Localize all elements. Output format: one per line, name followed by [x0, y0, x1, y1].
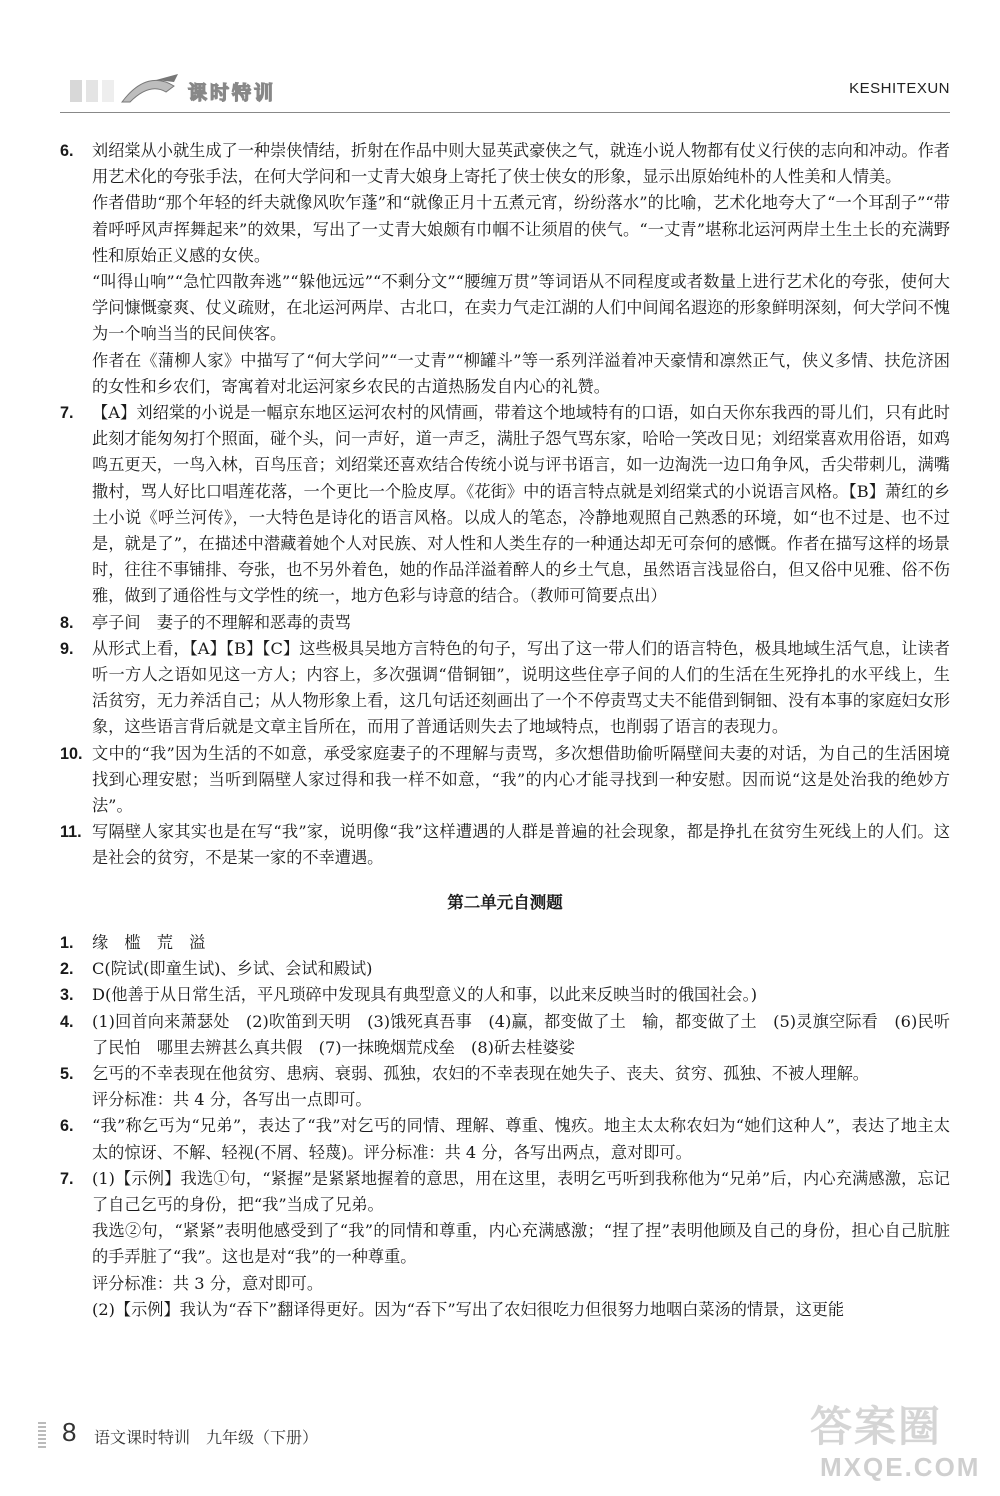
answer-item [60, 138, 950, 400]
answer-paragraph: 缘 槛 荒 溢 [92, 932, 206, 952]
answer-list-unit2 [60, 930, 950, 1323]
answer-number: 6. [60, 142, 74, 160]
answer-paragraph: 评分标准：共 3 分，意对即可。 [92, 1273, 324, 1293]
page-footer [38, 1414, 438, 1454]
answer-paragraph: (1)回首向来萧瑟处 (2)吹笛到天明 (3)饿死真吾事 (4)赢，都变做了土 输，都变做了土 (5)灵旗空际看 (6)民听了民怕 哪里去辨甚么真共假 (7)一抹晚烟荒戍垒 (8)斫去桂婆娑 [92, 1011, 950, 1057]
answer-item [60, 1061, 950, 1113]
answer-number: 4. [60, 1012, 74, 1031]
answer-item [60, 400, 950, 610]
answer-number: 3. [60, 986, 74, 1005]
page-number: 8 [62, 1417, 77, 1447]
answer-number: 9. [60, 639, 74, 658]
answer-number: 5. [60, 1064, 74, 1083]
logo-text: 课时特训 [188, 82, 277, 104]
footer-book-title: 语文课时特训 九年级（下册） [94, 1428, 319, 1447]
answer-item [60, 930, 950, 956]
answer-paragraph: “叫得山响”“急忙四散奔逃”“躲他远远”“不剩分文”“腰缠万贯”等词语从不同程度或者数量上进行艺术化的夸张，使何大学问慷慨豪爽、仗义疏财，在北运河两岸、古北口，在卖力气走江湖的人们中间闻名遐迩的形象鲜明深刻，何大学问不愧为一个响当当的民间侠客。 [92, 272, 950, 344]
answer-item [60, 636, 950, 741]
page-header [60, 72, 950, 108]
answer-paragraph: D(他善于从日常生活，平凡琐碎中发现具有典型意义的人和事，以此来反映当时的俄国社会。) [92, 985, 758, 1005]
watermark [800, 1392, 981, 1488]
answer-number: 6. [60, 1117, 74, 1136]
answer-paragraph: 我选②句，“紧紧”表明他感受到了“我”的同情和尊重，内心充满感激；“捏了捏”表明他顾及自己的身份，担心自己肮脏的手弄脏了“我”。这也是对“我”的一种尊重。 [92, 1221, 950, 1267]
answer-number: 7. [60, 404, 74, 423]
answer-list-unit1 [60, 138, 950, 872]
answer-number: 10. [60, 744, 83, 763]
answer-item [60, 982, 950, 1008]
answer-number: 8. [60, 613, 74, 632]
answer-paragraph: 【A】刘绍棠的小说是一幅京东地区运河农村的风情画，带着这个地域特有的口语，如白天你东我西的哥儿们，只有此时此刻才能匆匆打个照面，碰个头，问一声好，道一声乏，满肚子怨气骂东家，哈哈一笑改日见；刘绍棠喜欢用俗语，如鸡鸣五更天，一鸟入林，百鸟压音；刘绍棠还喜欢结合传统小说与评书语言，如一边淘洗一边口角争风，舌尖带刺儿，满嘴撒村，骂人好比口唱莲花落，一个更比一个脸皮厚。《花街》中的语言特点就是刘绍棠式的小说语言风格。【B】萧红的乡土小说《呼兰河传》，一大特色是诗化的语言风格。以成人的笔态，冷静地观照自己熟悉的环境，如“也不过是、也不过是，就是了”，在描述中潜藏着她个人对民族、对人性和人类生存的一种通达却无可奈何的感慨。作者在描写这样的场景时，往往不事铺排、夸张，也不另外着色，她的作品洋溢着醉人的乡土气息，虽然语言浅显俗白，但又俗中见雅、俗不伤雅，做到了通俗性与文学性的统一，地方色彩与诗意的结合。（教师可简要点出） [92, 403, 950, 606]
answer-item [60, 1166, 950, 1323]
answer-paragraph: 文中的“我”因为生活的不如意，承受家庭妻子的不理解与责骂，多次想借助偷听隔壁间夫妻的对话，为自己的生活困境找到心理安慰；当听到隔壁人家过得和我一样不如意，“我”的内心才能寻找到一种安慰。因而说“这是处治我的绝妙方法”。 [92, 743, 950, 816]
answer-paragraph: 写隔壁人家其实也是在写“我”家，说明像“我”这样遭遇的人群是普遍的社会现象，都是挣扎在贫穷生死线上的人们。这是社会的贫穷，不是某一家的不幸遭遇。 [92, 822, 950, 868]
section-title: 第二单元自测题 [447, 892, 563, 912]
answer-paragraph: 亭子间 妻子的不理解和恶毒的责骂 [92, 612, 351, 632]
book-logo [70, 72, 290, 108]
answer-number: 11. [60, 823, 82, 842]
answer-paragraph: (1)【示例】我选①句，“紧握”是紧紧地握着的意思，用在这里，表明乞丐听到我称他为“兄弟”后，内心充满感激，忘记了自己乞丐的身份，把“我”当成了兄弟。 [92, 1168, 950, 1214]
answer-item [60, 819, 950, 871]
answer-item [60, 610, 950, 636]
answer-number: 7. [60, 1169, 74, 1188]
answer-item [60, 956, 950, 982]
answer-item [60, 741, 950, 820]
header-rule [60, 112, 950, 113]
footer-bar [38, 1422, 46, 1448]
answer-paragraph: 评分标准：共 4 分，各写出一点即可。 [92, 1090, 372, 1110]
answer-paragraph: 从形式上看，【A】【B】【C】这些极具吴地方言特色的句子，写出了这一带人们的语言特色，极具地域生活气息，让读者听一方人之语如见这一方人；内容上，多次强调“借铜钿”，说明这些住亭子间的人们的生活在生死挣扎的水平线上，生活贫穷，无力养活自己；从人物形象上看，这几句话还刻画出了一个不停责骂丈夫不能借到铜钿、没有本事的家庭妇女形象，这些语言背后就是文章主旨所在，而用了普通话则失去了地域特点，也削弱了语言的表现力。 [92, 638, 950, 737]
brand-text: KESHITEXUN [849, 80, 950, 97]
watermark-url: MXQE.COM [820, 1452, 981, 1482]
answer-number: 1. [60, 933, 74, 952]
answer-paragraph: 刘绍棠从小就生成了一种崇侠情结，折射在作品中则大显英武豪侠之气，就连小说人物都有仗义行侠的志向和冲动。作者用艺术化的夸张手法，在何大学问和一丈青大娘身上寄托了侠士侠女的形象，显示出原始纯朴的人性美和人情美。 [92, 141, 950, 187]
answer-item [60, 1009, 950, 1061]
answer-paragraph: 乞丐的不幸表现在他贫穷、患病、衰弱、孤独，农妇的不幸表现在她失子、丧夫、贫穷、孤独、不被人理解。 [92, 1063, 869, 1083]
answer-paragraph: 作者在《蒲柳人家》中描写了“何大学问”“一丈青”“柳罐斗”等一系列洋溢着冲天豪情和凛然正气，侠义多情、扶危济困的女性和乡农们，寄寓着对北运河家乡农民的古道热肠发自内心的礼赞。 [92, 350, 950, 396]
answer-paragraph: 作者借助“那个年轻的纤夫就像风吹乍蓬”和“就像正月十五煮元宵，纷纷落水”的比喻，艺术化地夸大了“一个耳刮子”“带着呼呼风声挥舞起来”的效果，写出了一丈青大娘颇有巾帼不让须眉的侠气。“一丈青”堪称北运河两岸土生土长的充满野性和原始正义感的女侠。 [92, 193, 950, 265]
answer-content [60, 138, 950, 1323]
answer-paragraph: (2)【示例】我认为“吞下”翻译得更好。因为“吞下”写出了农妇很吃力但很努力地咽白菜汤的情景，这更能 [92, 1299, 845, 1319]
answer-paragraph: “我”称乞丐为“兄弟”，表达了“我”对乞丐的同情、理解、尊重、愧疚。地主太太称农妇为“她们这种人”，表达了地主太太的惊讶、不解、轻视(不屑、轻蔑)。评分标准：共 4 分，各写出两点，意对即可。 [92, 1116, 950, 1162]
answer-number: 2. [60, 960, 74, 979]
answer-paragraph: C(院试(即童生试)、乡试、会试和殿试) [92, 959, 373, 979]
answer-item [60, 1113, 950, 1165]
watermark-logo: 答案圈 [810, 1402, 943, 1451]
